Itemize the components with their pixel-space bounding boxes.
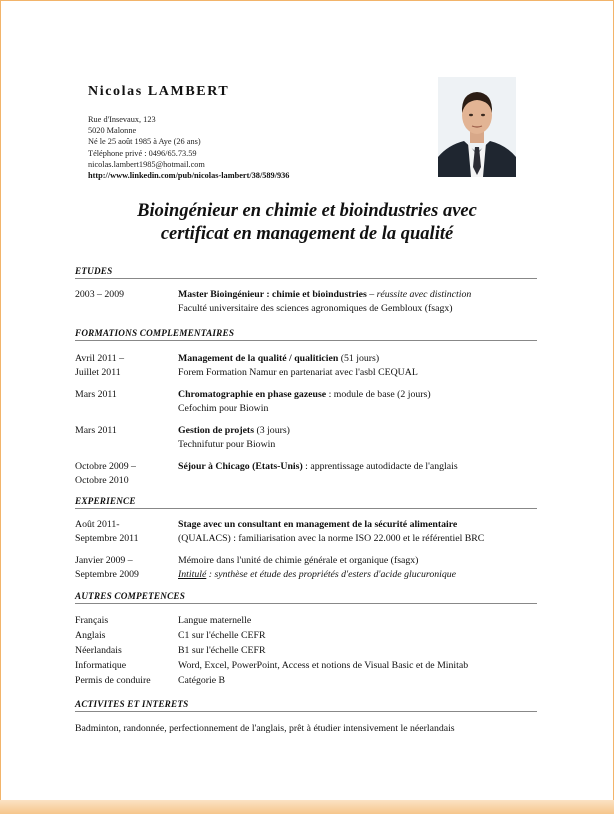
entry-date-start: Octobre 2009 – <box>75 461 136 472</box>
headline-line-2: certificat en management de la qualité <box>160 224 454 244</box>
entry-date-start: Avril 2011 – <box>75 353 124 364</box>
entry-date <box>75 388 175 402</box>
entry-note: – réussite avec distinction <box>366 289 472 300</box>
entry-date <box>75 424 175 438</box>
address-line: Rue d'Insevaux, 123 <box>88 115 156 124</box>
skill-value: Word, Excel, PowerPoint, Access et notions de Visual Basic et de Minitab <box>178 660 469 671</box>
activites-text: Badminton, randonnée, perfectionnement de l'anglais, prêt à étudier intensivement le néerlandais <box>75 723 455 734</box>
section-title-etudes: ETUDES <box>75 266 537 279</box>
skill-value: Catégorie B <box>178 675 226 686</box>
skill-label: Permis de conduire <box>75 675 151 686</box>
section-title-activites: ACTIVITES ET INTERETS <box>75 699 537 712</box>
entry-date-end: Septembre 2011 <box>75 533 139 544</box>
section-title-formations: FORMATIONS COMPLEMENTAIRES <box>75 328 537 341</box>
skill-label: Français <box>75 615 109 626</box>
section-title-autres: AUTRES COMPETENCES <box>75 591 537 604</box>
entry-date <box>75 554 175 582</box>
entry-date <box>75 460 175 488</box>
contact-block <box>88 114 289 181</box>
entry-rest: (51 jours) <box>338 353 380 364</box>
headline-line-1: Bioingénieur en chimie et bioindustries avec <box>137 201 477 221</box>
entry-title: Séjour à Chicago (Etats-Unis) <box>178 461 303 472</box>
entry-description <box>178 352 546 380</box>
page-bottom-band <box>0 800 614 814</box>
entry-title: Chromatographie en phase gazeuse <box>178 389 327 400</box>
entry-description <box>178 460 546 474</box>
section-title-experience: EXPERIENCE <box>75 496 537 509</box>
entry-date-start: Janvier 2009 – <box>75 555 133 566</box>
candidate-name: Nicolas LAMBERT <box>88 84 230 99</box>
entry-rest: : apprentissage autodidacte de l'anglais <box>302 461 458 472</box>
entry-description <box>178 554 546 582</box>
birth-line: Né le 25 août 1985 à Aye (26 ans) <box>88 137 201 147</box>
entry-date-end: Septembre 2009 <box>75 569 139 580</box>
city-line: 5020 Malonne <box>88 126 137 136</box>
entry-date <box>75 352 175 380</box>
entry-title: Stage avec un consultant en management de la sécurité alimentaire <box>178 519 458 530</box>
entry-detail-prefix: Intitulé <box>178 569 207 580</box>
skill-label: Informatique <box>75 660 127 671</box>
entry-rest: (3 jours) <box>254 425 290 436</box>
entry-description <box>178 388 546 416</box>
skill-value: B1 sur l'échelle CEFR <box>178 645 266 656</box>
skill-label: Anglais <box>75 630 106 641</box>
email-line: nicolas.lambert1985@hotmail.com <box>88 159 205 169</box>
entry-description <box>178 288 546 316</box>
entry-title: Gestion de projets <box>178 425 255 436</box>
entry-date <box>75 518 175 546</box>
entry-date: 2003 – 2009 <box>75 289 124 300</box>
linkedin-link[interactable]: http://www.linkedin.com/pub/nicolas-lambert/38/589/936 <box>88 171 290 181</box>
profile-photo <box>438 77 516 177</box>
entry-date-end: Juillet 2011 <box>75 367 121 378</box>
skill-label: Néerlandais <box>75 645 122 656</box>
entry-date-start: Août 2011- <box>75 519 120 530</box>
skill-value: Langue maternelle <box>178 615 252 626</box>
entry-date-end: Octobre 2010 <box>75 475 129 486</box>
entry-detail: Faculté universitaire des sciences agronomiques de Gembloux (fsagx) <box>178 303 453 314</box>
entry-detail: Technifutur pour Biowin <box>178 439 276 450</box>
entry-detail: Cefochim pour Biowin <box>178 403 269 414</box>
entry-rest: : module de base (2 jours) <box>326 389 431 400</box>
entry-title: Mémoire dans l'unité de chimie générale et organique (fsagx) <box>178 555 419 566</box>
entry-detail: (QUALACS) : familiarisation avec la norme ISO 22.000 et le référentiel BRC <box>178 533 485 544</box>
entry-description <box>178 424 546 452</box>
headline <box>0 200 614 246</box>
entry-title: Management de la qualité / qualiticien <box>178 353 339 364</box>
entry-date-start: Mars 2011 <box>75 389 117 400</box>
entry-detail: Forem Formation Namur en partenariat avec l'asbl CEQUAL <box>178 367 418 378</box>
entry-detail: : synthèse et étude des propriétés d'esters d'acide glucuronique <box>206 569 456 580</box>
entry-title: Master Bioingénieur : chimie et bioindustries <box>178 289 367 300</box>
skill-value: C1 sur l'échelle CEFR <box>178 630 266 641</box>
phone-line: Téléphone privé : 0496/65.73.59 <box>88 148 197 158</box>
entry-description <box>178 518 546 546</box>
entry-date-start: Mars 2011 <box>75 425 117 436</box>
